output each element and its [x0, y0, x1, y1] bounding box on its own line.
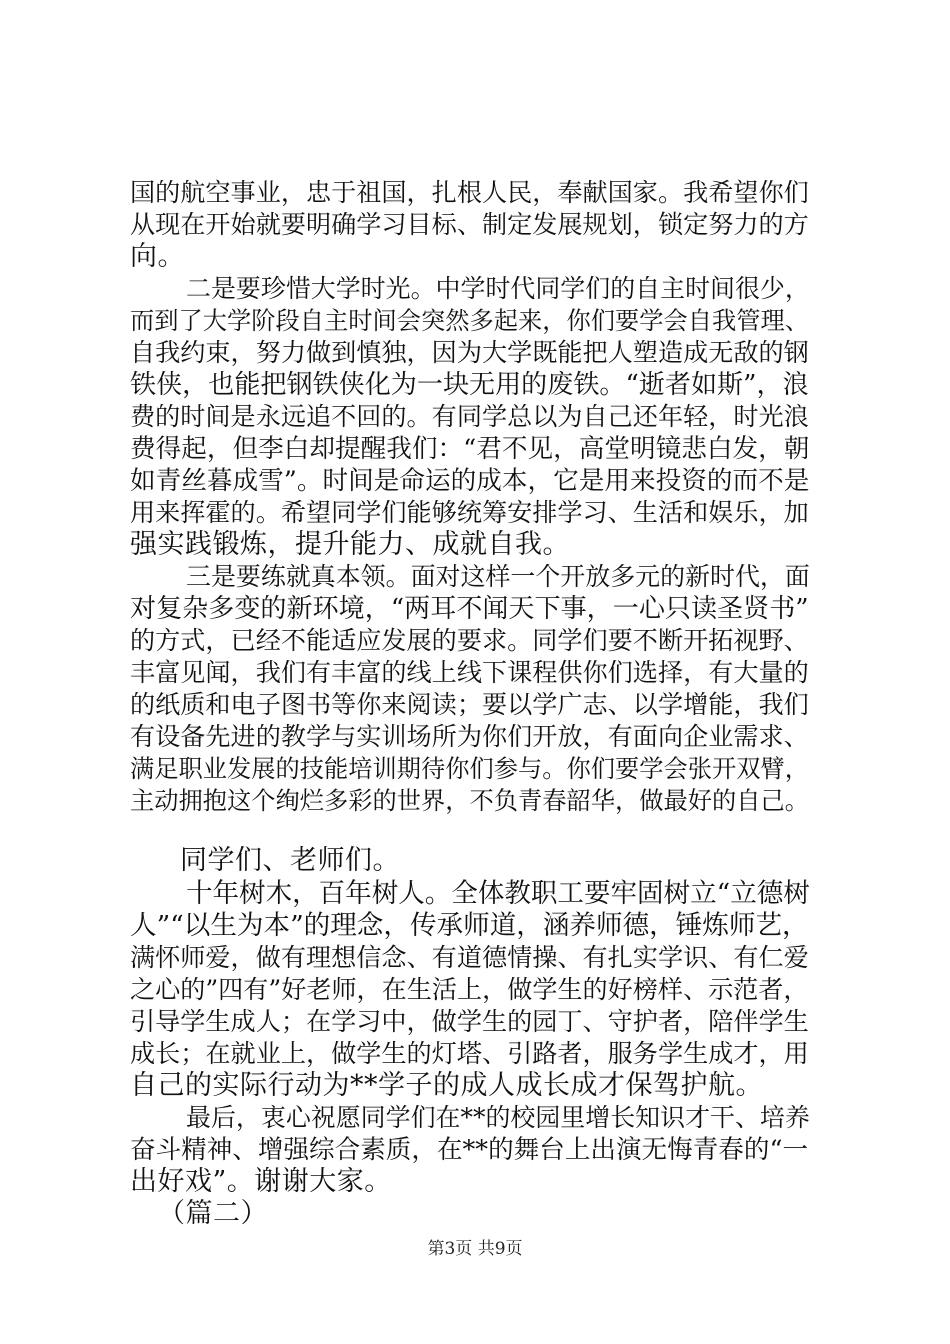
text-line: 满怀师爱，做有理想信念、有道德情操、有扎实学识、有仁爱: [130, 943, 809, 972]
text-line: 费的时间是永远追不回的。有同学总以为自己还年轻，时光浪: [130, 402, 809, 431]
text-line: 自我约束，努力做到慎独，因为大学既能把人塑造成无敌的钢: [130, 338, 809, 367]
page-number-footer: 第3页 共9页: [427, 1239, 523, 1259]
text-line: 国的航空事业，忠于祖国，扎根人民，奉献国家。我希望你们: [130, 178, 809, 207]
text-line: 引导学生成人；在学习中，做学生的园丁、守护者，陪伴学生: [130, 1007, 809, 1036]
salutation-line: 同学们、老师们。: [180, 845, 400, 876]
text-line: 强实践锻炼，提升能力、成就自我。: [130, 529, 570, 560]
text-line: 铁侠，也能把钢铁侠化为一块无用的废铁。“逝者如斯”，浪: [130, 370, 809, 400]
text-line: 主动拥抱这个绚烂多彩的世界，不负青春韶华，做最好的自己。: [130, 786, 810, 815]
text-line: 成长；在就业上，做学生的灯塔、引路者，服务学生成才，用: [130, 1039, 809, 1068]
text-line: 自己的实际行动为**学子的成人成长成才保驾护航。: [130, 1070, 763, 1101]
paragraph-start-line: 最后，衷心祝愿同学们在**的校园里增长知识才干、培养: [186, 1103, 810, 1132]
text-line: 而到了大学阶段自主时间会突然多起来，你们要学会自我管理、: [130, 306, 810, 335]
text-line: 人”“以生为本”的理念，传承师道，涵养师德，锤炼师艺，: [130, 910, 809, 941]
text-line: 的方式，已经不能适应发展的要求。同学们要不断开拓视野、: [130, 626, 809, 655]
text-line: 丰富见闻，我们有丰富的线上线下课程供你们选择，有大量的: [130, 658, 809, 687]
text-line: 之心的”四有”好老师，在生活上，做学生的好榜样、示范者，: [130, 975, 809, 1004]
paragraph-start-line: 三是要练就真本领。面对这样一个开放多元的新时代，面: [186, 562, 810, 591]
section-marker: （篇二）: [158, 1198, 268, 1229]
text-line: 用来挥霍的。希望同学们能够统筹安排学习、生活和娱乐，加: [130, 498, 809, 527]
paragraph-start-line: 二是要珍惜大学时光。中学时代同学们的自主时间很少，: [186, 274, 810, 303]
text-line: 对复杂多变的新环境，“两耳不闻天下事，一心只读圣贤书”: [130, 594, 809, 624]
text-line: 向。: [130, 241, 185, 272]
text-line: 费得起，但李白却提醒我们：“君不见，高堂明镜悲白发，朝: [130, 434, 810, 464]
paragraph-start-line: 十年树木，百年树人。全体教职工要牢固树立“立德树: [186, 878, 810, 909]
text-line: 奋斗精神、增强综合素质，在**的舞台上出演无悔青春的“一: [130, 1135, 809, 1165]
text-line: 从现在开始就要明确学习目标、制定发展规划，锁定努力的方: [130, 210, 809, 239]
text-line: 出好戏”。谢谢大家。: [130, 1166, 392, 1197]
text-line: 有设备先进的教学与实训场所为你们开放，有面向企业需求、: [130, 722, 809, 751]
text-line: 的纸质和电子图书等你来阅读；要以学广志、以学增能，我们: [130, 690, 809, 719]
text-line: 满足职业发展的技能培训期待你们参与。你们要学会张开双臂，: [130, 754, 810, 783]
text-line: 如青丝暮成雪”。时间是命运的成本，它是用来投资的而不是: [130, 466, 810, 496]
